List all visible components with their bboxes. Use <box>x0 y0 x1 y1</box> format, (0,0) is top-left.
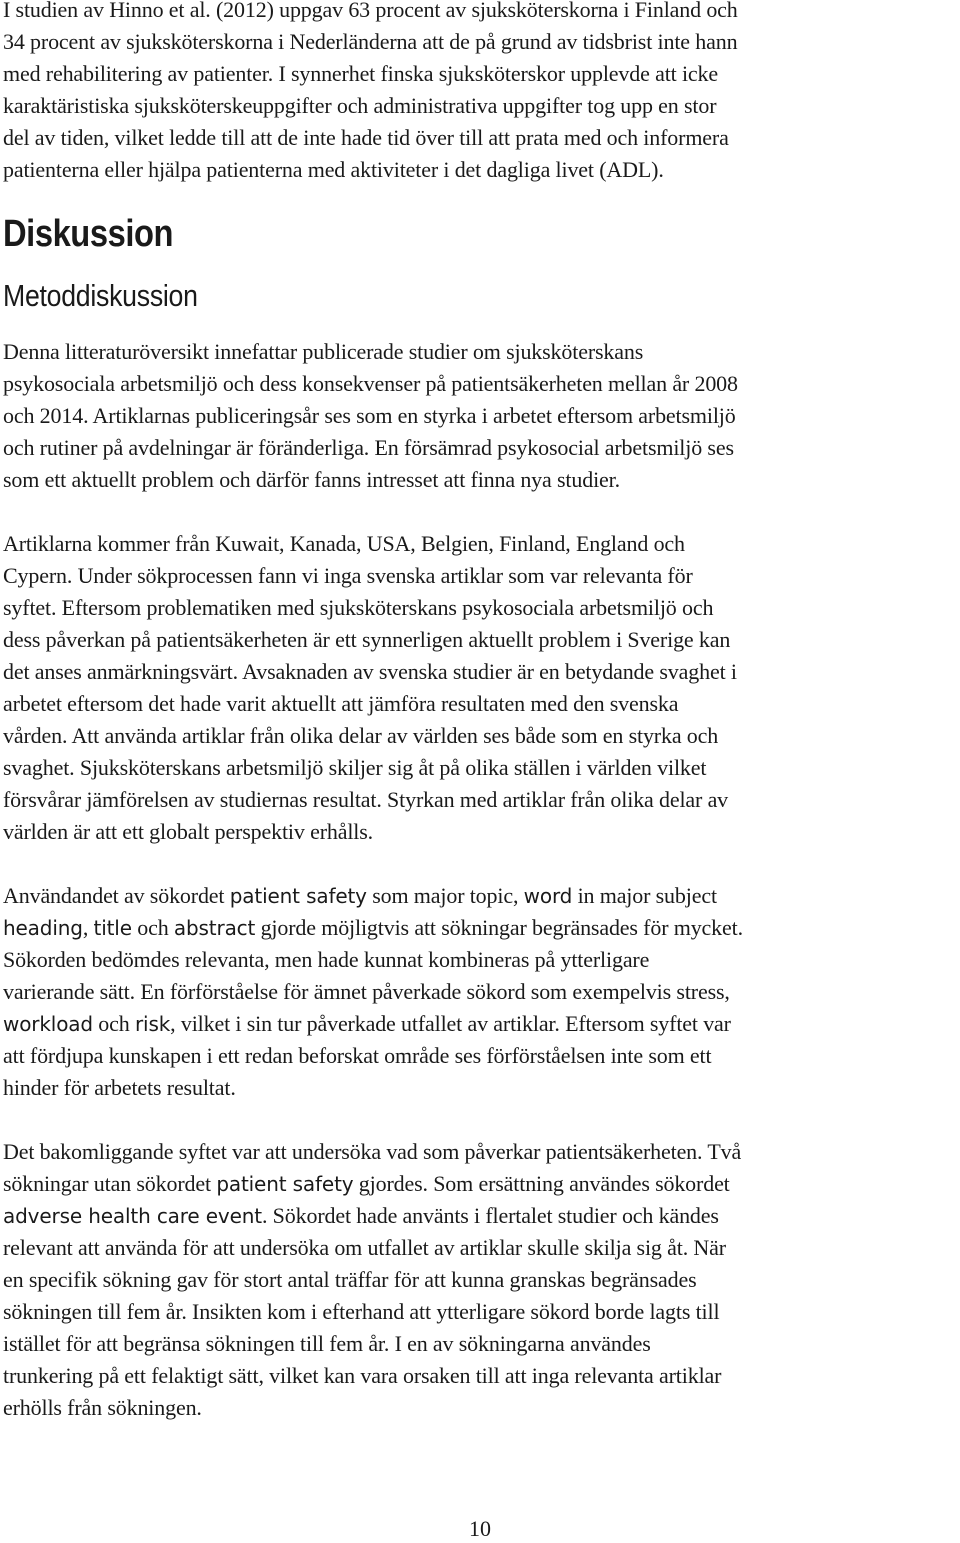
text-line: det anses anmärkningsvärt. Avsaknaden av svenska studier är en betydande svaghet i <box>3 659 737 684</box>
paragraph-literature-scope <box>3 336 954 496</box>
text-line: försvårar jämförelsen av studiernas resultat. Styrkan med artiklar från olika delar av <box>3 787 729 812</box>
text-line: syftet. Eftersom problematiken med sjuksköterskans psykosociala arbetsmiljö och <box>3 595 714 620</box>
text-line: I studien av Hinno et al. (2012) uppgav 63 procent av sjuksköterskorna i Finland och <box>3 0 738 22</box>
search-term: abstract <box>173 916 256 940</box>
text-line: en specifik sökning gav för stort antal träffar för att kunna granskas begränsades <box>3 1267 697 1292</box>
text-line: Denna litteraturöversikt innefattar publicerade studier om sjuksköterskans <box>3 339 644 364</box>
text-line: heading, title och abstract gjorde möjligtvis att sökningar begränsades för mycket. <box>3 915 743 940</box>
text-line: del av tiden, vilket ledde till att de inte hade tid över till att prata med och informera <box>3 125 729 150</box>
search-term: word <box>523 884 573 908</box>
subsection-heading: Metoddiskussion <box>3 278 198 313</box>
text-line: svaghet. Sjuksköterskans arbetsmiljö skiljer sig åt på olika ställen i världen vilket <box>3 755 707 780</box>
text-line: arbetet eftersom det hade varit aktuellt att jämföra resultaten med den svenska <box>3 691 679 716</box>
text-line: varierande sätt. En förförståelse för ämnet påverkade sökord som exempelvis stress, <box>3 979 730 1004</box>
search-term: patient safety <box>229 884 367 908</box>
text-line: vården. Att använda artiklar från olika delar av världen ses både som en styrka och <box>3 723 719 748</box>
text-line: psykosociala arbetsmiljö och dess konsekvenser på patientsäkerheten mellan år 2008 <box>3 371 738 396</box>
intro-paragraph <box>3 0 954 186</box>
search-term: patient safety <box>216 1172 354 1196</box>
text-line: adverse health care event. Sökordet hade använts i flertalet studier och kändes <box>3 1203 719 1228</box>
paragraph-search-terms <box>3 880 954 1104</box>
text-line: workload och risk, vilket i sin tur påverkade utfallet av artiklar. Eftersom syftet var <box>3 1011 731 1036</box>
text-line: Artiklarna kommer från Kuwait, Kanada, USA, Belgien, Finland, England och <box>3 531 685 556</box>
text-line: erhölls från sökningen. <box>3 1395 202 1420</box>
text-line: sökningen till fem år. Insikten kom i efterhand att ytterligare sökord borde lagts till <box>3 1299 720 1324</box>
text-line: istället för att begränsa sökningen till fem år. I en av sökningarna användes <box>3 1331 651 1356</box>
text-line: trunkering på ett felaktigt sätt, vilket kan vara orsaken till att inga relevanta artiklar <box>3 1363 722 1388</box>
text-line: att fördjupa kunskapen i ett redan beforskat område ses förförståelsen inte som ett <box>3 1043 712 1068</box>
text-line: 34 procent av sjuksköterskorna i Nederländerna att de på grund av tidsbrist inte hann <box>3 29 738 54</box>
page-number: 10 <box>469 1516 491 1541</box>
text-line: och rutiner på avdelningar är föränderliga. En försämrad psykosocial arbetsmiljö ses <box>3 435 734 460</box>
text-line: Det bakomliggande syftet var att undersöka vad som påverkar patientsäkerheten. Två <box>3 1139 742 1164</box>
text-line: dess påverkan på patientsäkerheten är ett synnerligen aktuellt problem i Sverige kan <box>3 627 731 652</box>
search-term: title <box>93 916 132 940</box>
text-line: relevant att använda för att undersöka om utfallet av artiklar skulle skilja sig åt. När <box>3 1235 726 1260</box>
text-line: världen är att ett globalt perspektiv erhålls. <box>3 819 374 844</box>
paragraph-article-origins <box>3 528 954 848</box>
search-term: risk <box>134 1012 171 1036</box>
text-line: sökningar utan sökordet patient safety gjordes. Som ersättning användes sökordet <box>3 1171 730 1196</box>
search-term: workload <box>3 1012 93 1036</box>
text-line: patienterna eller hjälpa patienterna med aktiviteter i det dagliga livet (ADL). <box>3 157 664 182</box>
search-term: heading <box>3 916 83 940</box>
text-line: Sökorden bedömdes relevanta, men hade kunnat kombineras på ytterligare <box>3 947 650 972</box>
text-line: Cypern. Under sökprocessen fann vi inga svenska artiklar som var relevanta för <box>3 563 693 588</box>
search-term: adverse health care event <box>3 1204 262 1228</box>
text-line: och 2014. Artiklarnas publiceringsår ses som en styrka i arbetet eftersom arbetsmiljö <box>3 403 736 428</box>
text-line: som ett aktuellt problem och därför fanns intresset att finna nya studier. <box>3 467 620 492</box>
text-line: Användandet av sökordet patient safety som major topic, word in major subject <box>3 883 717 908</box>
section-heading: Diskussion <box>3 213 174 255</box>
text-line: hinder för arbetets resultat. <box>3 1075 236 1100</box>
text-line: med rehabilitering av patienter. I synnerhet finska sjuksköterskor upplevde att icke <box>3 61 719 86</box>
paragraph-search-purpose <box>3 1136 954 1424</box>
text-line: karaktäristiska sjuksköterskeuppgifter och administrativa uppgifter tog upp en stor <box>3 93 717 118</box>
